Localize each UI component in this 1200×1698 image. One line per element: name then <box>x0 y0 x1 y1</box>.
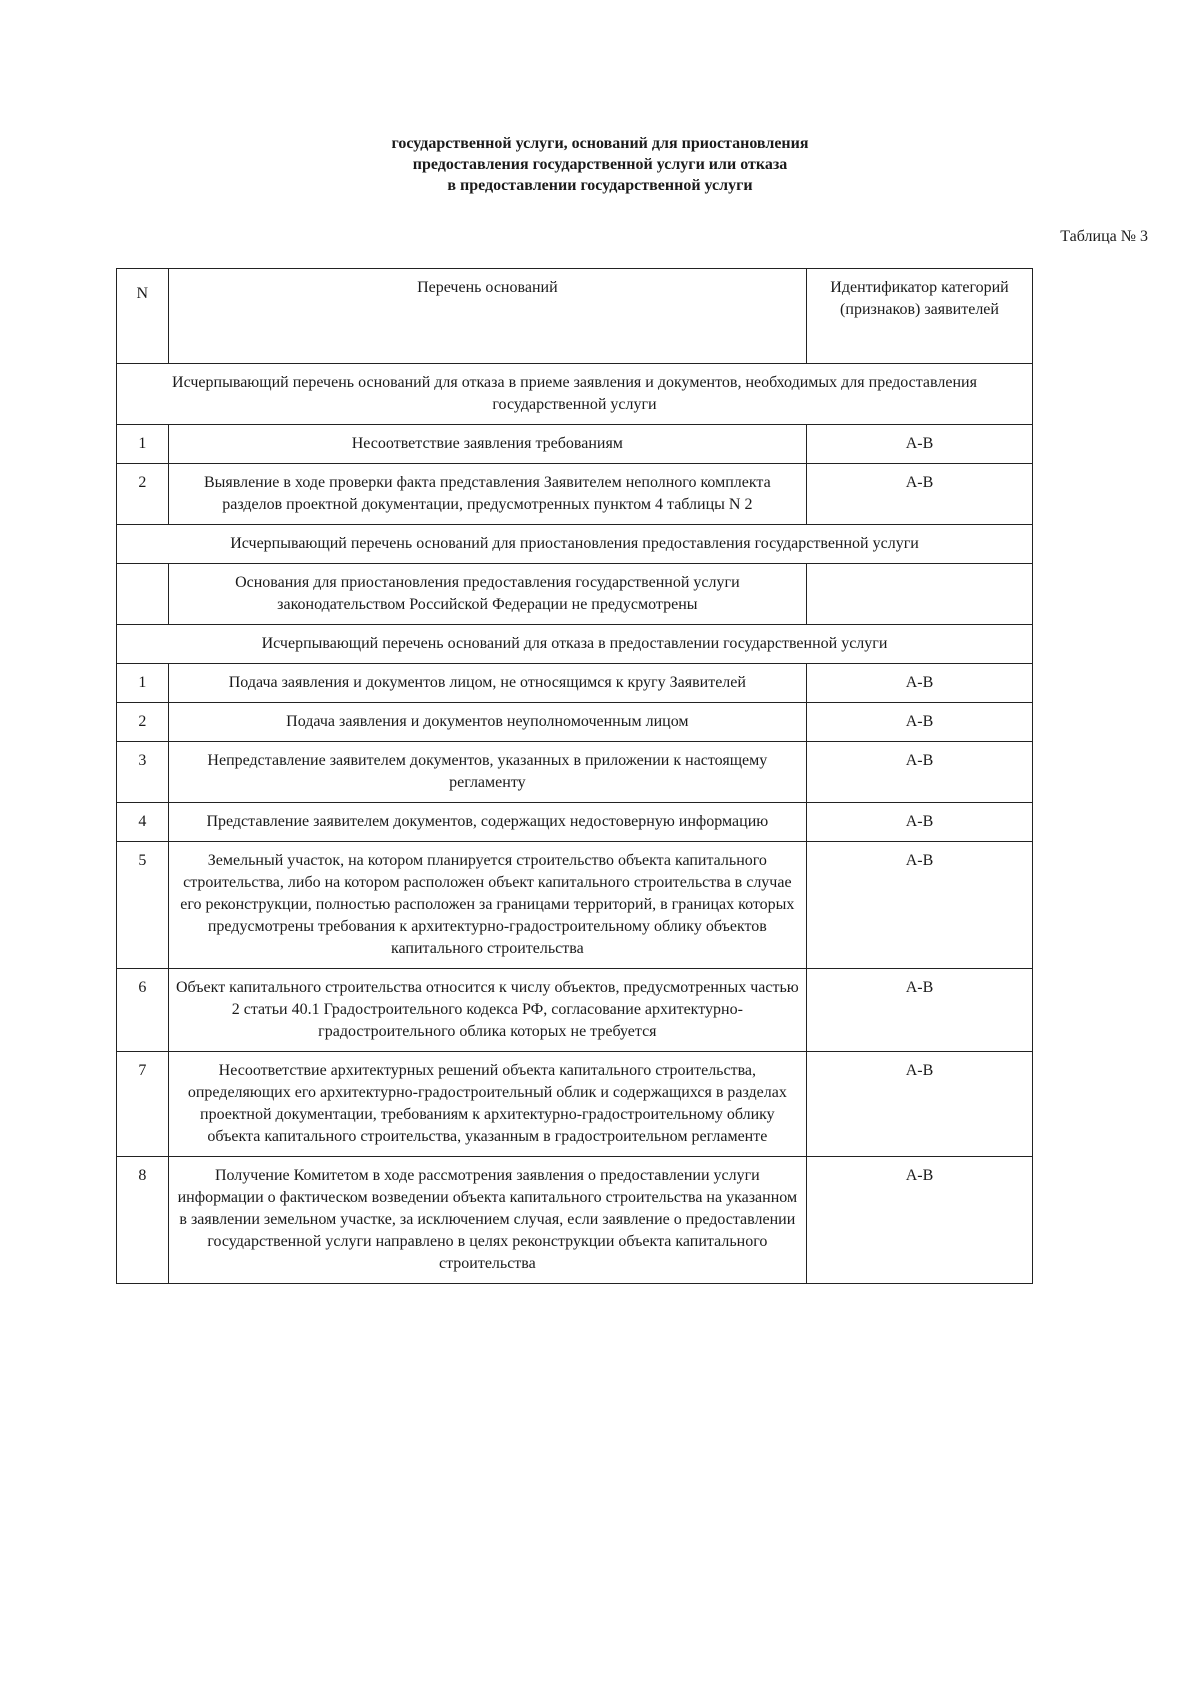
row-num: 8 <box>117 1157 169 1284</box>
row-identifier <box>807 564 1033 625</box>
row-num: 1 <box>117 664 169 703</box>
header-list: Перечень оснований <box>168 269 806 364</box>
document-heading <box>0 133 1200 196</box>
row-identifier: А-В <box>807 969 1033 1052</box>
table-row <box>117 742 1033 803</box>
table-header-row <box>117 269 1033 364</box>
table-row <box>117 803 1033 842</box>
heading-line: государственной услуги, оснований для приостановления <box>391 135 809 152</box>
grounds-table <box>116 268 1033 1284</box>
table-row <box>117 703 1033 742</box>
row-identifier: А-В <box>807 425 1033 464</box>
table-row <box>117 842 1033 969</box>
section-title: Исчерпывающий перечень оснований для отказа в приеме заявления и документов, необходимых для предоставления государственной услуги <box>117 364 1033 425</box>
row-text: Основания для приостановления предоставления государственной услуги законодательством Российской Федерации не предусмотрены <box>168 564 806 625</box>
heading-line: в предоставлении государственной услуги <box>447 177 753 194</box>
row-identifier: А-В <box>807 664 1033 703</box>
row-text: Несоответствие архитектурных решений объекта капитального строительства, определяющих его архитектурно-градостроительный облик и содержащихся в разделах проектной документации, требованиям к архитектурно-градостроительному облику объекта капитального строительства, указанным в градостроительном регламенте <box>168 1052 806 1157</box>
section-row <box>117 625 1033 664</box>
section-row <box>117 525 1033 564</box>
row-num: 5 <box>117 842 169 969</box>
header-identifier: Идентификатор категорий (признаков) заявителей <box>807 269 1033 364</box>
table-row <box>117 464 1033 525</box>
row-num: 3 <box>117 742 169 803</box>
table-row <box>117 1157 1033 1284</box>
row-num: 1 <box>117 425 169 464</box>
row-text: Земельный участок, на котором планируется строительство объекта капитального строительства, либо на котором расположен объект капитального строительства в случае его реконструкции, полностью расположен за границами территорий, в границах которых предусмотрены требования к архитектурно-градостроительному облику объектов капитального строительства <box>168 842 806 969</box>
row-identifier: А-В <box>807 703 1033 742</box>
row-text: Несоответствие заявления требованиям <box>168 425 806 464</box>
row-text: Выявление в ходе проверки факта представления Заявителем неполного комплекта разделов проектной документации, предусмотренных пунктом 4 таблицы N 2 <box>168 464 806 525</box>
row-num: 6 <box>117 969 169 1052</box>
row-text: Подача заявления и документов лицом, не относящимся к кругу Заявителей <box>168 664 806 703</box>
row-num: 2 <box>117 464 169 525</box>
table-row <box>117 564 1033 625</box>
table-number-label: Таблица № 3 <box>1060 228 1148 245</box>
row-text: Получение Комитетом в ходе рассмотрения заявления о предоставлении услуги информации о фактическом возведении объекта капитального строительства на указанном в заявлении земельном участке, за исключением случая, если заявление о предоставлении государственной услуги направлено в целях реконструкции объекта капитального строительства <box>168 1157 806 1284</box>
row-identifier: А-В <box>807 742 1033 803</box>
row-num: 2 <box>117 703 169 742</box>
table-row <box>117 1052 1033 1157</box>
row-identifier: А-В <box>807 803 1033 842</box>
section-title: Исчерпывающий перечень оснований для приостановления предоставления государственной услуги <box>117 525 1033 564</box>
section-title: Исчерпывающий перечень оснований для отказа в предоставлении государственной услуги <box>117 625 1033 664</box>
row-identifier: А-В <box>807 1157 1033 1284</box>
row-num <box>117 564 169 625</box>
row-identifier: А-В <box>807 842 1033 969</box>
row-text: Подача заявления и документов неуполномоченным лицом <box>168 703 806 742</box>
section-row <box>117 364 1033 425</box>
row-num: 4 <box>117 803 169 842</box>
row-text: Объект капитального строительства относится к числу объектов, предусмотренных частью 2 статьи 40.1 Градостроительного кодекса РФ, согласование архитектурно-градостроительного облика которых не требуется <box>168 969 806 1052</box>
heading-line: предоставления государственной услуги или отказа <box>412 156 788 173</box>
row-text: Представление заявителем документов, содержащих недостоверную информацию <box>168 803 806 842</box>
header-num: N <box>117 269 169 364</box>
table-row <box>117 664 1033 703</box>
row-num: 7 <box>117 1052 169 1157</box>
row-identifier: А-В <box>807 464 1033 525</box>
row-identifier: А-В <box>807 1052 1033 1157</box>
table-row <box>117 969 1033 1052</box>
table-row <box>117 425 1033 464</box>
row-text: Непредставление заявителем документов, указанных в приложении к настоящему регламенту <box>168 742 806 803</box>
